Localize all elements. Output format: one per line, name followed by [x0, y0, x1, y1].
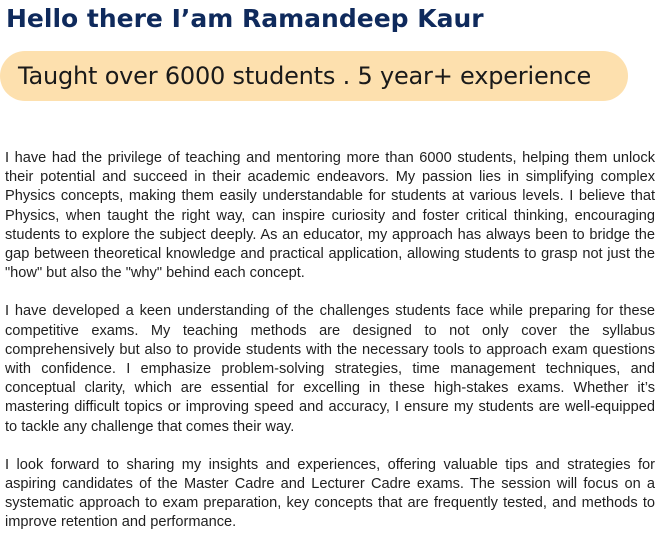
bio-content: [5, 149, 655, 552]
experience-tagline: Taught over 6000 students . 5 year+ experience: [18, 62, 592, 90]
bio-paragraph-3: I look forward to sharing my insights and experiences, offering valuable tips and strategies for aspiring candidates of the Master Cadre and Lecturer Cadre exams. The session will focus on a systematic approach to exam preparation, key concepts that are frequently tested, and methods to improve retention and performance.: [5, 456, 655, 531]
page-title: Hello there I’am Ramandeep Kaur: [6, 4, 484, 33]
bio-paragraph-2: I have developed a keen understanding of the challenges students face while preparing for these competitive exams. My teaching methods are designed to not only cover the syllabus comprehensively but also to provide students with the necessary tools to approach exam questions with confidence. I emphasize problem-solving strategies, time management techniques, and conceptual clarity, which are essential for excelling in these high-stakes exams. Whether it’s mastering difficult topics or improving speed and accuracy, I ensure my students are well-equipped to tackle any challenge that comes their way.: [5, 303, 655, 435]
bio-paragraph-1: I have had the privilege of teaching and mentoring more than 6000 students, helping them unlock their potential and succeed in their academic endeavors. My passion lies in simplifying complex Physics concepts, making them easily understandable for students at various levels. I believe that Physics, when taught the right way, can inspire curiosity and foster critical thinking, encouraging students to explore the subject deeply. As an educator, my approach has always been to bridge the gap between theoretical knowledge and practical application, allowing students to grasp not just the "how" but also the "why" behind each concept.: [5, 150, 655, 282]
experience-banner: [0, 51, 628, 101]
